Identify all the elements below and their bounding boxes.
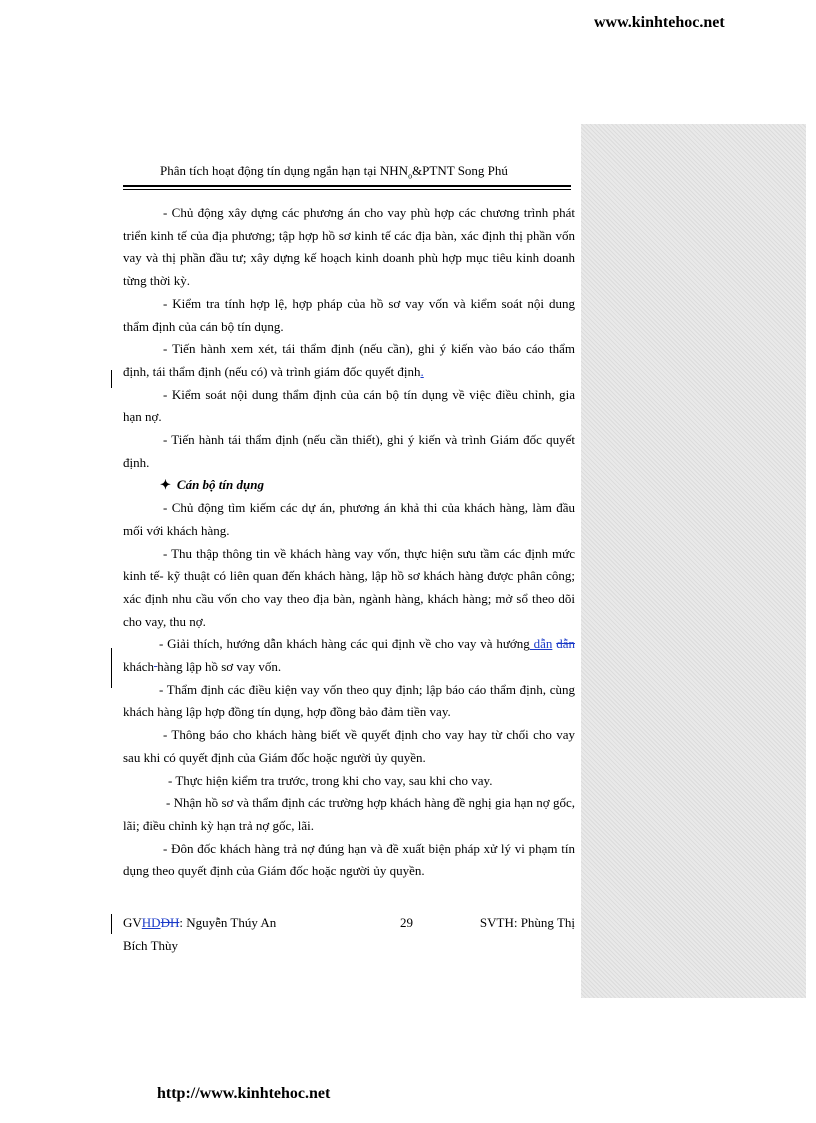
paragraph-8-a: - Giải thích, hướng dẫn khách hàng các qui định về cho vay và hướng: [159, 636, 530, 652]
paragraph-7: - Thu thập thông tin về khách hàng vay vốn, thực hiện sưu tầm các định mức kinh tế- kỹ thuật có liên quan đến khách hàng, lập hồ sơ khách hàng được phân công; xác định nhu cầu vốn cho vay theo địa bàn, ngành hàng, khách hàng; mở sổ theo dõi cho vay, thu nợ.: [123, 545, 575, 629]
section-heading: [123, 474, 575, 497]
footer-advisor-name: : Nguyễn Thúy An: [179, 915, 277, 930]
body-text: [123, 202, 575, 883]
paragraph-2: - Kiểm tra tính hợp lệ, hợp pháp của hồ sơ vay vốn và kiểm soát nội dung thẩm định của cán bộ tín dụng.: [123, 295, 575, 334]
change-bar: [111, 914, 112, 934]
footer-row: [123, 912, 575, 935]
page-number: 29: [400, 915, 413, 930]
footer-student-label: SVTH: Phùng Thị: [479, 915, 575, 930]
paragraph-8: [123, 633, 575, 678]
paragraph-1: - Chủ động xây dựng các phương án cho vay phù hợp các chương trình phát triển kinh tế của địa phương; tập hợp hồ sơ kinh tế các địa bàn, xác định thị phần vốn vay và thị phần đầu tư; xây dựng kế hoạch kinh doanh phù hợp mục tiêu kinh doanh từng thời kỳ.: [123, 205, 575, 289]
site-url-bottom[interactable]: http://www.kinhtehoc.net: [157, 1085, 331, 1102]
footer-student-cont: Bích Thùy: [123, 937, 179, 953]
deletion-text: dẫn: [556, 636, 575, 652]
header-rule-thin: [123, 189, 571, 190]
footer-gv-insertion: HD: [141, 915, 161, 930]
page-footer: [123, 912, 575, 957]
header-title-post: &PTNT Song Phú: [412, 163, 508, 178]
paragraph-4: - Kiểm soát nội dung thẩm định của cán bộ tín dụng về việc điều chỉnh, gia hạn nợ.: [123, 386, 575, 425]
paragraph-8-c: hàng lập hồ sơ vay vốn.: [157, 659, 282, 675]
paragraph-5: - Tiến hành tái thẩm định (nếu cần thiết), ghi ý kiến và trình Giám đốc quyết định.: [123, 432, 575, 470]
footer-gv-prefix: GV: [123, 915, 142, 930]
paragraph-9: - Thẩm định các điều kiện vay vốn theo quy định; lập báo cáo thẩm định, cùng khách hàng lập hợp đồng tín dụng, hợp đồng bảo đảm tiền vay.: [123, 681, 575, 720]
paragraph-12: - Nhận hồ sơ và thẩm định các trường hợp khách hàng đề nghị gia hạn nợ gốc, lãi; điều chỉnh kỳ hạn trả nợ gốc, lãi.: [123, 795, 575, 833]
header-title-sub: o: [408, 171, 413, 181]
site-url-top[interactable]: www.kinhtehoc.net: [594, 14, 725, 31]
change-bar: [111, 648, 112, 688]
paragraph-3: [123, 338, 575, 383]
section-heading-text: Cán bộ tín dụng: [176, 477, 264, 493]
paragraph-3-text: - Tiến hành xem xét, tái thẩm định (nếu cần), ghi ý kiến vào báo cáo thẩm định, tái thẩm định (nếu có) và trình giám đốc quyết định: [123, 341, 575, 379]
paragraph-8-b: khách: [123, 659, 155, 675]
running-header: [160, 163, 508, 181]
paragraph-13: - Đôn đốc khách hàng trả nợ đúng hạn và đề xuất biện pháp xử lý vi phạm tín dụng theo quyết định của Giám đốc hoặc người ủy quyền.: [123, 840, 575, 879]
paragraph-11: - Thực hiện kiểm tra trước, trong khi cho vay, sau khi cho vay.: [168, 772, 493, 788]
footer-advisor: [123, 912, 276, 935]
paragraph-10: - Thông báo cho khách hàng biết về quyết định cho vay hay từ chối cho vay sau khi có quyết định của Giám đốc hoặc người ủy quyền.: [123, 727, 575, 765]
change-bar: [111, 370, 112, 388]
header-rule-thick: [123, 185, 571, 187]
insertion-mark: .: [420, 363, 424, 379]
footer-student: [480, 912, 575, 935]
star-bullet-icon: ✦: [160, 477, 171, 493]
paragraph-6: - Chủ động tìm kiếm các dự án, phương án khả thi của khách hàng, làm đầu mối với khách hàng.: [123, 500, 575, 538]
insertion-text: dẫn: [529, 636, 553, 652]
comment-pane: [581, 124, 806, 998]
header-title-pre: Phân tích hoạt động tín dụng ngắn hạn tại NHN: [160, 163, 409, 178]
footer-gv-deletion: DH: [160, 915, 180, 930]
